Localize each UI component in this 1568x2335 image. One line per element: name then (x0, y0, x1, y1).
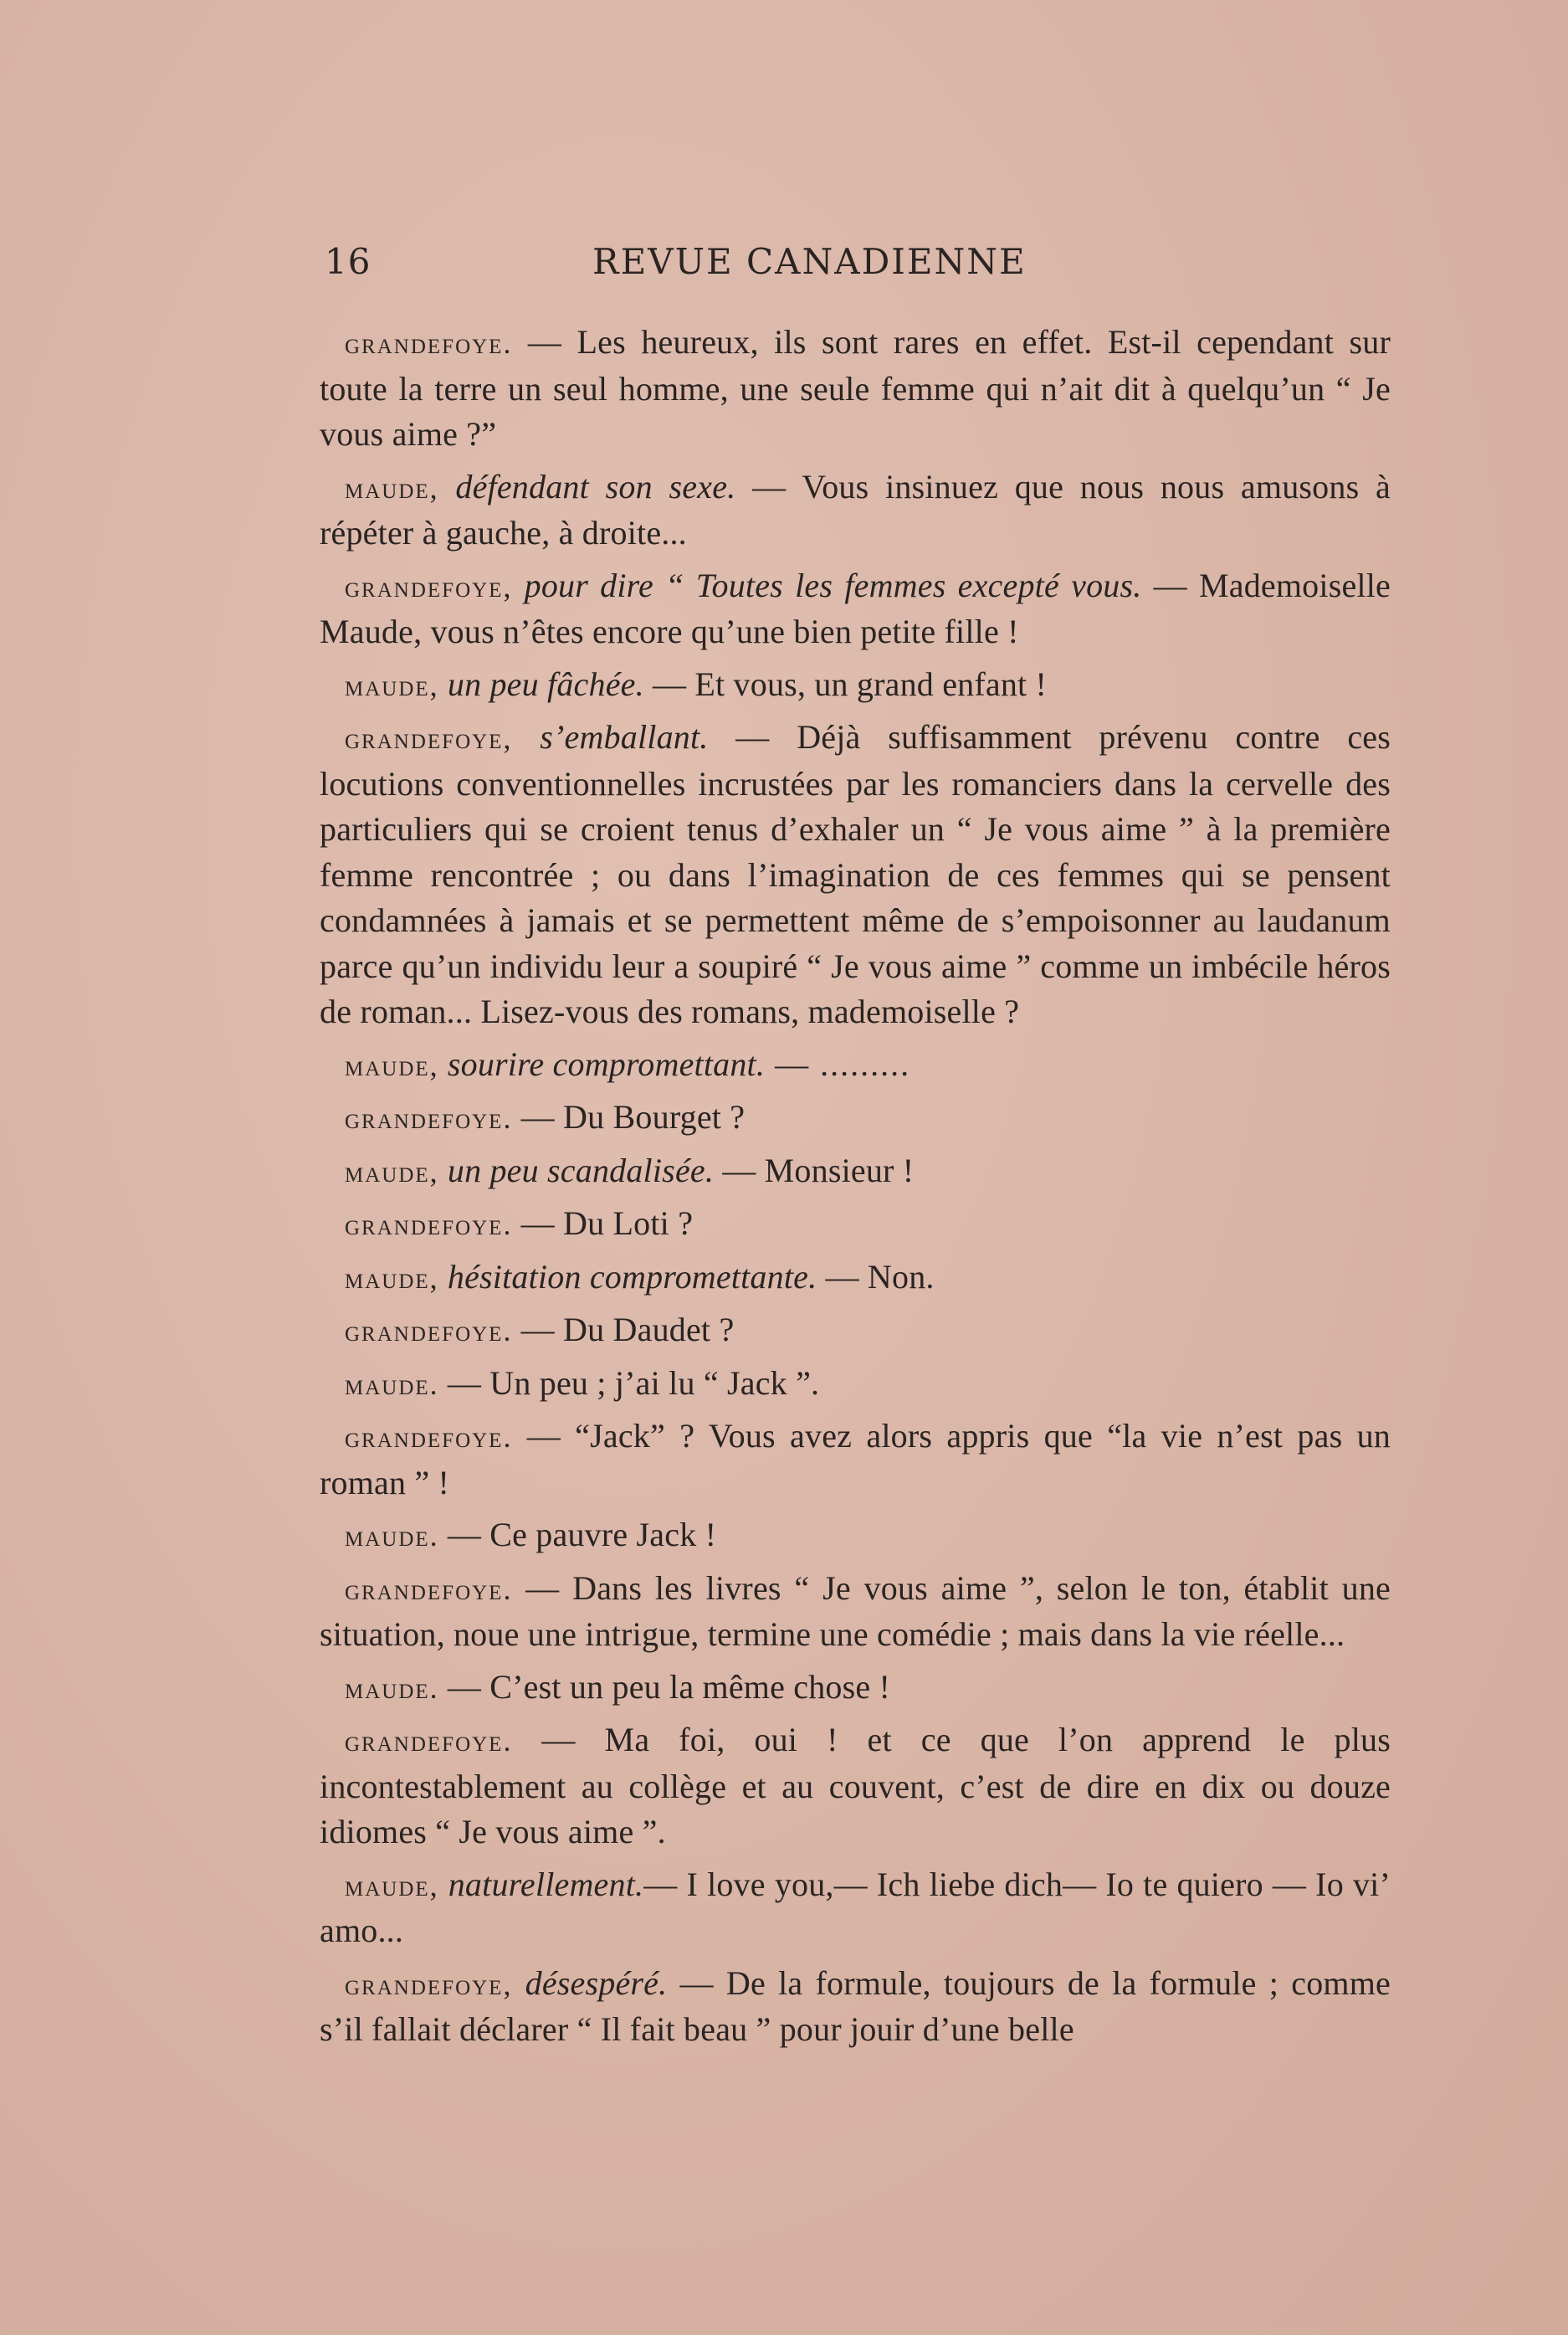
journal-title: REVUE CANADIENNE (592, 241, 1027, 282)
stage-direction: naturellement. (438, 1865, 644, 1903)
speaker-name: maude, (345, 1154, 439, 1188)
speech-text: — ......... (765, 1044, 911, 1083)
speaker-name: maude. (345, 1367, 439, 1401)
stage-direction: sourire compromettant. (438, 1044, 766, 1083)
speech-text: — I love you,— Ich liebe dich— Io te quiero — Io vi’ amo... (320, 1865, 1391, 1949)
speech-text: — Déjà suffisamment prévenu contre ces locutions conventionnelles incrustées par les romanciers dans la cervelle des particuliers qui se croient tenus d’exhaler un “ Je vous aime ” à la première femme rencontrée ; ou dans l’imagination de ces femmes qui se pensent condamnées à jamais et se permettent même de s’empoisonner au laudanum parce qu’un individu leur a soupiré “ Je vous aime ” comme un imbécile héros de roman... Lisez-vous des romans, mademoiselle ? (320, 718, 1391, 1030)
speaker-name: grandefoye, (345, 721, 513, 755)
speaker-name: grandefoye. (345, 1572, 513, 1606)
speaker-name: grandefoye. (345, 1314, 513, 1347)
speech-text: — Vous insinuez que nous nous amusons à répéter à gauche, à droite... (320, 467, 1391, 552)
speech-text: — Dans les livres “ Je vous aime ”, selon le ton, établit une situation, noue une intrigue, termine une comédie ; mais dans la vie réelle... (320, 1568, 1391, 1653)
speech-text: — Et vous, un grand enfant ! (643, 665, 1048, 703)
speech-text: — C’est un peu la même chose ! (438, 1667, 891, 1706)
dialogue-text (320, 320, 1391, 2060)
stage-direction: s’emballant. (512, 718, 709, 756)
dialogue-paragraph (320, 1255, 1391, 1301)
stage-direction: pour dire “ Toutes les femmes excepté vous. (512, 566, 1142, 604)
dialogue-paragraph (320, 1512, 1391, 1559)
dialogue-paragraph (320, 1095, 1391, 1142)
speech-text: — Mademoiselle Maude, vous n’êtes encore qu’une bien petite fille ! (320, 566, 1391, 650)
speaker-name: grandefoye. (345, 1208, 513, 1241)
stage-direction: hésitation compromettante. (438, 1257, 817, 1296)
speech-text: — Du Bourget ? (512, 1098, 746, 1136)
dialogue-paragraph (320, 715, 1391, 1035)
speaker-name: maude, (345, 470, 439, 505)
speaker-name: maude. (345, 1519, 439, 1552)
dialogue-paragraph (320, 1201, 1391, 1248)
speech-text: — Du Loti ? (512, 1204, 694, 1242)
page-number: 16 (325, 241, 372, 282)
speech-text: — De la formule, toujours de la formule ; comme s’il fallait déclarer “ Il fait beau ” pour jouir d’une belle (320, 1963, 1391, 2048)
dialogue-paragraph (320, 1717, 1391, 1855)
dialogue-paragraph (320, 1042, 1391, 1089)
speaker-name: maude, (345, 1260, 439, 1295)
dialogue-paragraph (320, 563, 1391, 655)
stage-direction: un peu scandalisée. (438, 1151, 715, 1189)
speech-text: — Les heureux, ils sont rares en effet. Est-il cependant sur toute la terre un seul homme, une seule femme qui n’ait dit à quelqu’un “ Je vous aime ?” (320, 323, 1391, 453)
stage-direction: désespéré. (512, 1963, 668, 2002)
speaker-name: grandefoye, (345, 1967, 513, 2001)
speech-text: — Ce pauvre Jack ! (438, 1516, 717, 1553)
speaker-name: maude, (345, 1048, 439, 1082)
speaker-name: maude, (345, 668, 439, 702)
speaker-name: grandefoye. (345, 1101, 513, 1135)
dialogue-paragraph (320, 1566, 1391, 1658)
speaker-name: grandefoye. (345, 1420, 513, 1454)
dialogue-paragraph (320, 464, 1391, 557)
speaker-name: maude. (345, 1670, 439, 1705)
dialogue-paragraph (320, 1361, 1391, 1408)
speech-text: — Du Daudet ? (512, 1311, 735, 1348)
speech-text: — Ma foi, oui ! et ce que l’on apprend le plus incontestablement au collège et au couvent, c’est de dire en dix ou douze idiomes “ Je vous aime ”. (320, 1721, 1391, 1850)
speaker-name: maude, (345, 1868, 439, 1902)
dialogue-paragraph (320, 1961, 1391, 2053)
speaker-name: grandefoye. (345, 326, 513, 360)
dialogue-paragraph (320, 1414, 1391, 1506)
speaker-name: grandefoye. (345, 1724, 513, 1758)
dialogue-paragraph (320, 320, 1391, 458)
running-head (325, 241, 1078, 291)
dialogue-paragraph (320, 662, 1391, 709)
dialogue-paragraph (320, 1307, 1391, 1354)
speech-text: — Un peu ; j’ai lu “ Jack ”. (438, 1363, 820, 1402)
speaker-name: grandefoye, (345, 569, 513, 603)
dialogue-paragraph (320, 1665, 1391, 1711)
dialogue-paragraph (320, 1862, 1391, 1954)
dialogue-paragraph (320, 1148, 1391, 1195)
speech-text: — Monsieur ! (714, 1151, 915, 1189)
speech-text: — “Jack” ? Vous avez alors appris que “la vie n’est pas un roman ” ! (320, 1417, 1391, 1501)
stage-direction: un peu fâchée. (438, 665, 644, 703)
speech-text: — Non. (817, 1257, 935, 1296)
stage-direction: défendant son sexe. (438, 467, 736, 505)
